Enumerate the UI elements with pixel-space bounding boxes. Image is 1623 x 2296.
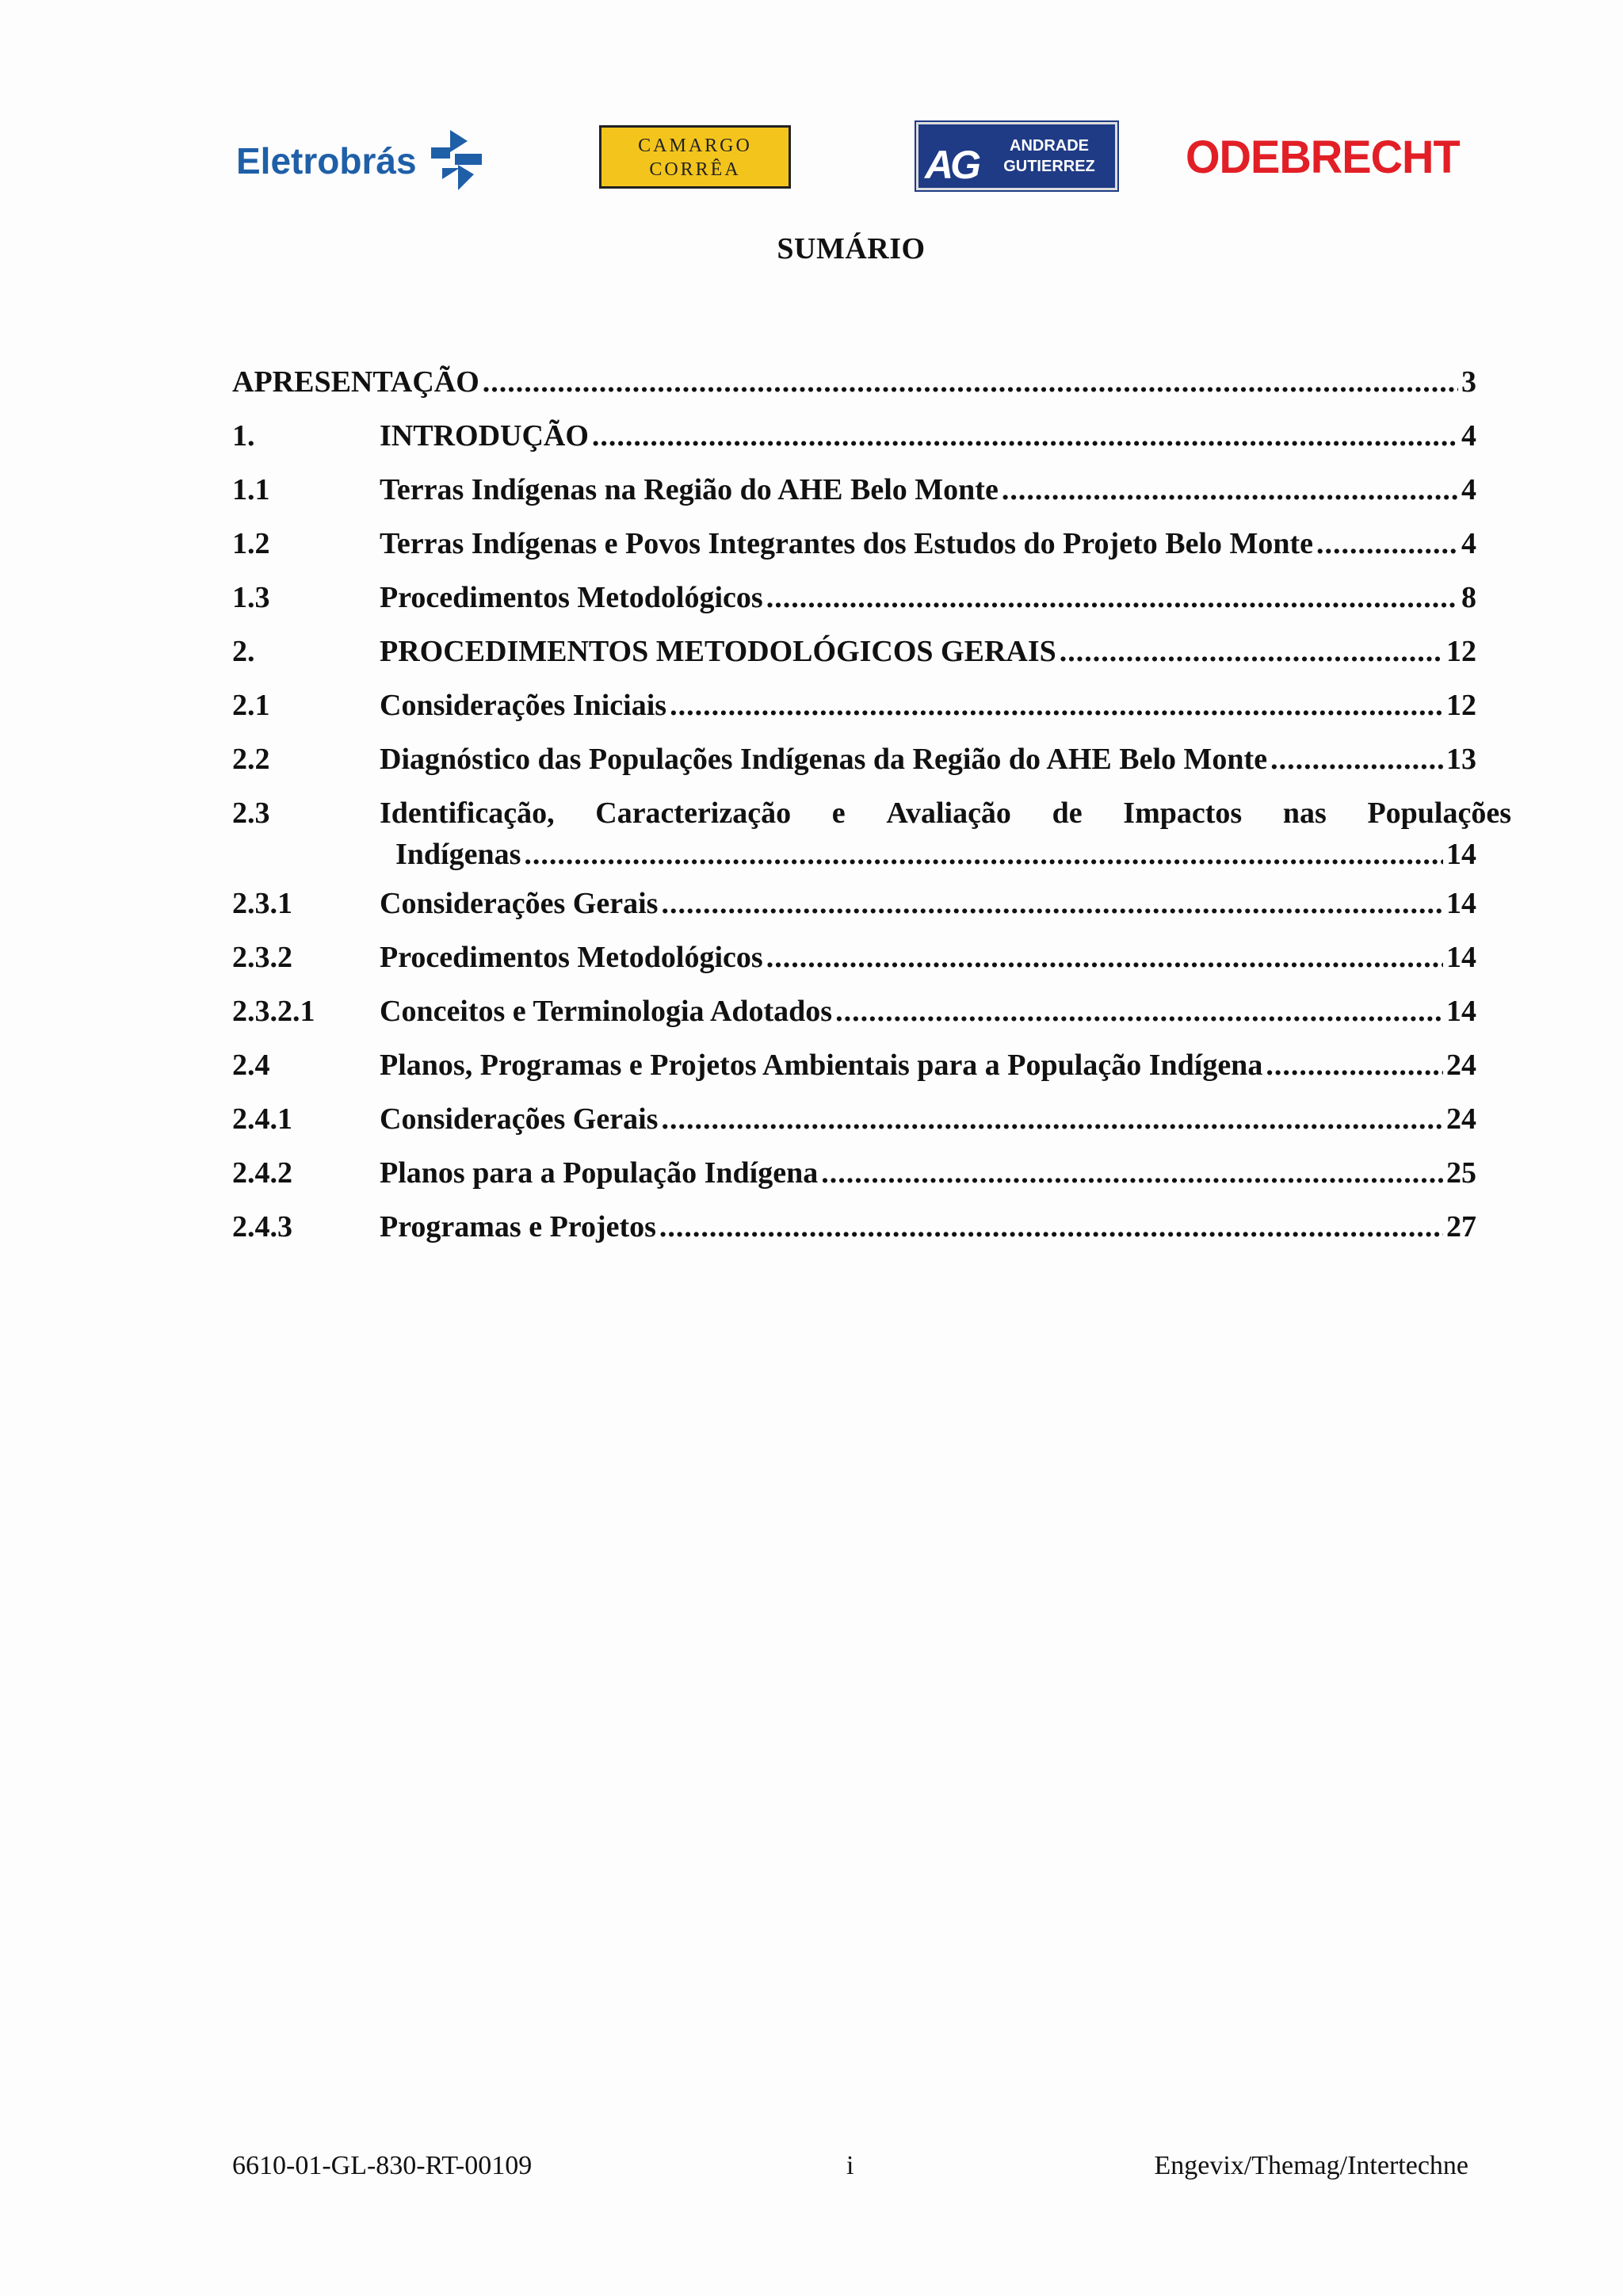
toc-leader-dots	[1060, 631, 1443, 672]
toc-entry[interactable]	[232, 1045, 1476, 1098]
toc-entry-number: 2.4.3	[232, 1210, 292, 1244]
toc-entry-number: 2.2	[232, 743, 270, 776]
toc-entry[interactable]	[232, 361, 1476, 415]
table-of-contents	[232, 361, 1511, 1260]
page-footer	[232, 2151, 1468, 2191]
toc-entry-number: 1.1	[232, 473, 270, 506]
toc-entry-page: 24	[1446, 1102, 1476, 1136]
toc-label-word: Populações	[1367, 797, 1511, 830]
toc-entry-page: 14	[1446, 995, 1476, 1028]
toc-entry-label-line1	[232, 793, 1511, 834]
toc-entry[interactable]	[232, 469, 1476, 523]
toc-entry-label: Procedimentos Metodológicos	[380, 941, 763, 974]
toc-entry-page: 14	[1446, 941, 1476, 974]
toc-entry-number: 2.1	[232, 689, 270, 722]
toc-leader-dots	[661, 883, 1443, 924]
toc-entry-page: 12	[1446, 635, 1476, 668]
footer-page-number: i	[846, 2151, 854, 2180]
toc-entry-label: Considerações Gerais	[380, 887, 659, 920]
toc-entry-number: 1.2	[232, 527, 270, 560]
toc-entry-content	[380, 415, 1476, 457]
toc-entry[interactable]	[232, 1152, 1476, 1206]
toc-entry-content	[380, 883, 1476, 924]
toc-leader-dots	[835, 991, 1443, 1032]
toc-entry-number: 2.3.2.1	[232, 995, 315, 1028]
camargo-logo-line2: CORRÊA	[649, 159, 741, 180]
camargo-logo-line1: CAMARGO	[638, 136, 752, 156]
footer-company: Engevix/Themag/Intertechne	[1154, 2151, 1468, 2180]
toc-entry-label: Diagnóstico das Populações Indígenas da Região do AHE Belo Monte	[380, 743, 1268, 776]
toc-leader-dots	[659, 1206, 1443, 1247]
toc-entry[interactable]	[232, 1098, 1476, 1152]
toc-entry-content	[380, 469, 1476, 510]
toc-entry[interactable]	[232, 937, 1476, 991]
toc-label-word: Avaliação	[886, 797, 1011, 830]
toc-entry-content	[380, 523, 1476, 564]
toc-entry-content	[380, 937, 1476, 978]
toc-entry[interactable]	[232, 685, 1476, 739]
andrade-gutierrez-logo	[916, 122, 1117, 190]
toc-entry-page: 14	[1446, 838, 1476, 871]
toc-entry-content	[380, 1098, 1476, 1140]
toc-entry[interactable]	[232, 883, 1476, 937]
toc-entry-label: APRESENTAÇÃO	[232, 365, 479, 399]
ag-logo-line1: ANDRADE	[1010, 137, 1089, 155]
toc-label-word: Identificação,	[380, 797, 555, 830]
toc-entry[interactable]	[232, 1206, 1476, 1260]
toc-entry-label: Planos para a População Indígena	[380, 1156, 819, 1190]
toc-entry-page: 25	[1446, 1156, 1476, 1190]
toc-entry-content	[380, 1152, 1476, 1194]
toc-entry-page: 4	[1461, 419, 1476, 453]
footer-document-code: 6610-01-GL-830-RT-00109	[232, 2151, 533, 2180]
toc-entry-page: 12	[1446, 689, 1476, 722]
toc-leader-dots	[1002, 469, 1458, 510]
toc-entry-content	[380, 631, 1476, 672]
toc-entry-number: 1.	[232, 419, 255, 453]
toc-entry-number: 2.4.2	[232, 1156, 292, 1190]
eletrobras-logo-text: Eletrobrás	[236, 140, 417, 181]
toc-entry-content	[380, 739, 1476, 780]
odebrecht-logo: ODEBRECHT	[1186, 130, 1460, 183]
toc-entry-page: 13	[1446, 743, 1476, 776]
toc-entry-page: 3	[1461, 365, 1476, 399]
toc-entry-page: 27	[1446, 1210, 1476, 1244]
toc-leader-dots	[661, 1098, 1443, 1140]
toc-entry-content	[380, 577, 1476, 618]
toc-entry-content	[380, 1206, 1476, 1247]
toc-entry-page: 4	[1461, 527, 1476, 560]
header-logos	[0, 117, 1623, 197]
toc-entry[interactable]	[232, 577, 1476, 631]
toc-label-word: de	[1052, 797, 1083, 830]
toc-entry-number: 2.3.2	[232, 941, 292, 974]
toc-entry-label: PROCEDIMENTOS METODOLÓGICOS GERAIS	[380, 635, 1056, 668]
toc-entry-label-line2	[395, 834, 1476, 875]
toc-leader-dots	[766, 937, 1443, 978]
ag-logo-letters: AG	[925, 143, 978, 187]
toc-label-word: Impactos	[1123, 797, 1243, 830]
ag-logo-name	[990, 136, 1109, 177]
toc-leader-dots	[592, 415, 1458, 457]
toc-label-word: Caracterização	[595, 797, 792, 830]
toc-entry-label: INTRODUÇÃO	[380, 419, 589, 453]
toc-entry-label: Indígenas	[395, 838, 521, 871]
camargo-correa-logo	[599, 125, 791, 189]
toc-entry-content	[380, 991, 1476, 1032]
toc-entry[interactable]	[232, 523, 1476, 577]
toc-entry-number: 2.	[232, 635, 255, 668]
toc-entry[interactable]	[232, 793, 1511, 883]
toc-entry-page: 4	[1461, 473, 1476, 506]
toc-entry-number: 1.3	[232, 581, 270, 614]
toc-entry-content	[232, 361, 1476, 403]
toc-entry-content	[380, 793, 1511, 875]
toc-leader-dots	[670, 685, 1443, 726]
toc-leader-dots	[766, 577, 1458, 618]
toc-entry-page: 14	[1446, 887, 1476, 920]
toc-entry[interactable]	[232, 415, 1476, 469]
toc-entry-content	[380, 685, 1476, 726]
toc-leader-dots	[1270, 739, 1443, 780]
toc-leader-dots	[483, 361, 1458, 403]
toc-entry-number: 2.3	[232, 797, 270, 830]
toc-label-word: e	[831, 797, 846, 830]
toc-leader-dots	[524, 834, 1443, 875]
toc-entry-label: Programas e Projetos	[380, 1210, 656, 1244]
toc-entry-label: Conceitos e Terminologia Adotados	[380, 995, 833, 1028]
toc-entry-label: Terras Indígenas e Povos Integrantes dos Estudos do Projeto Belo Monte	[380, 527, 1314, 560]
toc-entry-number: 2.4.1	[232, 1102, 292, 1136]
toc-entry-label: Procedimentos Metodológicos	[380, 581, 763, 614]
toc-entry-label: Planos, Programas e Projetos Ambientais para a População Indígena	[380, 1049, 1263, 1082]
toc-entry-number: 2.3.1	[232, 887, 292, 920]
toc-entry[interactable]	[232, 739, 1476, 793]
toc-entry-page: 8	[1461, 581, 1476, 614]
toc-label-word: nas	[1282, 797, 1327, 830]
page-title: SUMÁRIO	[777, 232, 926, 266]
toc-leader-dots	[1266, 1045, 1443, 1086]
toc-entry-content	[380, 1045, 1476, 1086]
toc-leader-dots	[1316, 523, 1458, 564]
toc-entry-label: Considerações Gerais	[380, 1102, 659, 1136]
eletrobras-symbol-icon	[423, 130, 487, 190]
toc-entry-number: 2.4	[232, 1049, 270, 1082]
toc-entry-label: Terras Indígenas na Região do AHE Belo Monte	[380, 473, 999, 506]
toc-entry[interactable]	[232, 631, 1476, 685]
toc-entry-label: Considerações Iniciais	[380, 689, 667, 722]
toc-entry-page: 24	[1446, 1049, 1476, 1082]
eletrobras-logo	[236, 125, 498, 187]
ag-logo-line2: GUTIERREZ	[1003, 158, 1095, 175]
toc-entry[interactable]	[232, 991, 1476, 1045]
toc-leader-dots	[821, 1152, 1443, 1194]
